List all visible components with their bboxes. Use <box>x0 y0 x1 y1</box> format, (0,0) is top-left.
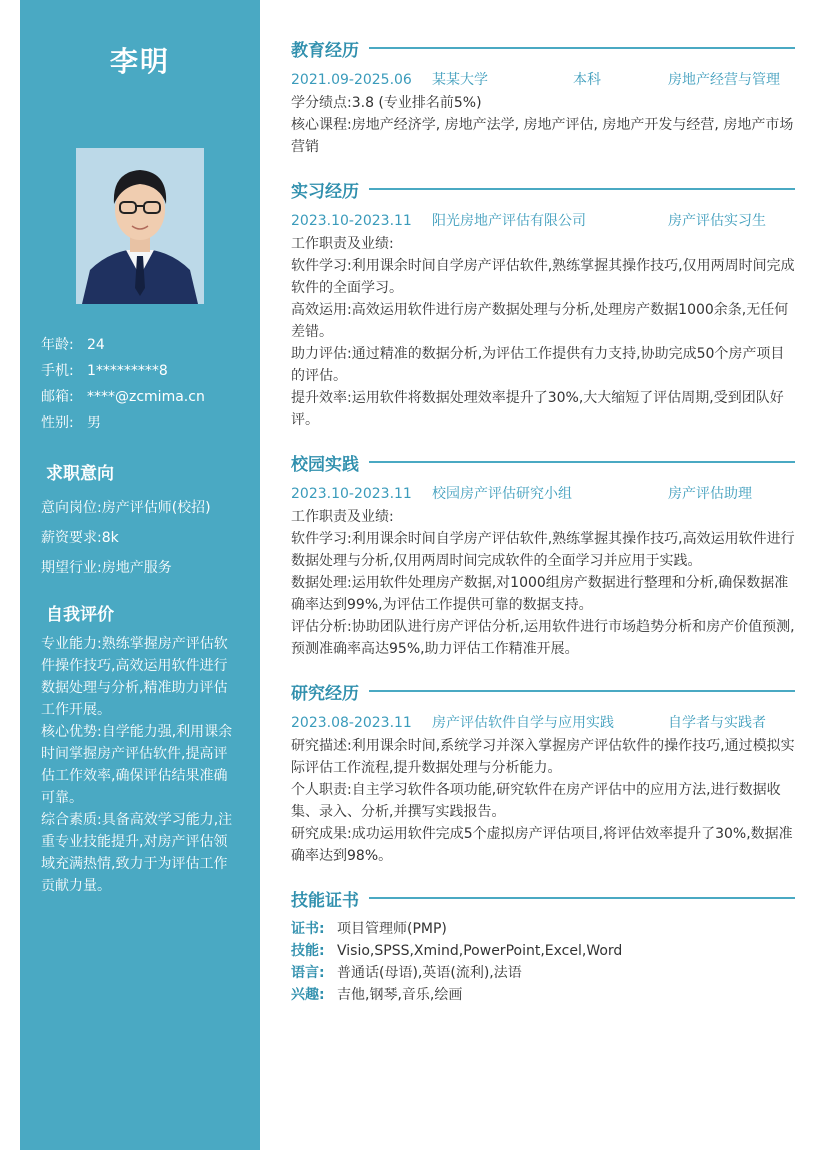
education-period: 2021.09-2025.06 <box>291 72 412 88</box>
info-label: 性别: <box>41 415 74 431</box>
skill-value: Visio,SPSS,Xmind,PowerPoint,Excel,Word <box>337 943 623 959</box>
skill-label: 技能: <box>291 943 325 959</box>
campus-section <box>291 450 795 660</box>
detail-line: 工作职责及业绩: <box>291 509 394 525</box>
skill-row <box>291 984 795 1006</box>
self-eval-paragraph: 综合素质:具备高效学习能力,注重专业技能提升,对房产评估领域充满热情,致力于为评估工作贡献力量。 <box>41 812 233 894</box>
self-eval-paragraph: 专业能力:熟练掌握房产评估软件操作技巧,高效运用软件进行数据处理与分析,精准助力评估工作开展。 <box>41 636 228 718</box>
education-section <box>291 36 795 158</box>
detail-line: 提升效率:运用软件将数据处理效率提升了30%,大大缩短了评估周期,受到团队好评。 <box>291 390 784 428</box>
company-name: 阳光房地产评估有限公司 <box>432 213 586 229</box>
section-title: 校园实践 <box>291 454 359 475</box>
info-value: 24 <box>87 337 105 353</box>
section-title: 教育经历 <box>291 40 359 61</box>
info-label: 年龄: <box>41 337 74 353</box>
section-divider <box>369 461 795 463</box>
info-row-age <box>41 334 205 360</box>
avatar-photo <box>76 148 204 304</box>
skill-label: 证书: <box>291 921 325 937</box>
internship-section <box>291 177 795 431</box>
research-role: 自学者与实践者 <box>668 715 766 731</box>
campus-details <box>291 506 795 660</box>
info-value: 男 <box>87 415 101 431</box>
education-header-row <box>291 68 795 92</box>
intent-label: 期望行业: <box>41 560 102 576</box>
internship-role: 房产评估实习生 <box>668 213 766 229</box>
campus-period: 2023.10-2023.11 <box>291 486 412 502</box>
section-header <box>291 450 795 474</box>
detail-line: 学分绩点:3.8 (专业排名前5%) <box>291 95 482 111</box>
internship-period: 2023.10-2023.11 <box>291 213 412 229</box>
section-title: 实习经历 <box>291 181 359 202</box>
self-eval-title: 自我评价 <box>46 605 114 625</box>
info-value: 1*********8 <box>87 363 168 379</box>
section-header <box>291 177 795 201</box>
section-header <box>291 36 795 60</box>
info-value: ****@zcmima.cn <box>87 389 205 405</box>
intent-row <box>41 496 211 526</box>
detail-line: 研究成果:成功运用软件完成5个虚拟房产评估项目,将评估效率提升了30%,数据准确率达到98%。 <box>291 826 793 864</box>
major: 房地产经营与管理 <box>668 72 780 88</box>
info-row-gender <box>41 412 205 438</box>
intent-value: 房地产服务 <box>101 560 172 576</box>
skill-value: 普通话(母语),英语(流利),法语 <box>337 965 522 981</box>
self-evaluation <box>41 633 241 897</box>
intent-label: 意向岗位: <box>41 500 102 516</box>
skill-row <box>291 940 795 962</box>
skill-row <box>291 962 795 984</box>
detail-line: 个人职责:自主学习软件各项功能,研究软件在房产评估中的应用方法,进行数据收集、录入、分析,并撰写实践报告。 <box>291 782 781 820</box>
education-details <box>291 92 795 158</box>
research-project: 房产评估软件自学与应用实践 <box>432 715 614 731</box>
internship-details <box>291 233 795 431</box>
research-header-row <box>291 711 795 735</box>
research-details <box>291 735 795 867</box>
skill-value: 项目管理师(PMP) <box>337 921 447 937</box>
section-title: 研究经历 <box>291 683 359 704</box>
degree: 本科 <box>573 72 601 88</box>
detail-line: 软件学习:利用课余时间自学房产评估软件,熟练掌握其操作技巧,高效运用软件进行数据处理与分析,仅用两周时间完成软件的全面学习并应用于实践。 <box>291 531 795 569</box>
campus-role: 房产评估助理 <box>668 486 752 502</box>
detail-line: 评估分析:协助团队进行房产评估分析,运用软件进行市场趋势分析和房产价值预测,预测准确率高达95%,助力评估工作精准开展。 <box>291 619 795 657</box>
detail-line: 软件学习:利用课余时间自学房产评估软件,熟练掌握其操作技巧,仅用两周时间完成软件的全面学习。 <box>291 258 795 296</box>
intent-row <box>41 526 211 556</box>
campus-org: 校园房产评估研究小组 <box>432 486 572 502</box>
info-label: 手机: <box>41 363 74 379</box>
detail-line: 助力评估:通过精准的数据分析,为评估工作提供有力支持,协助完成50个房产项目的评估。 <box>291 346 785 384</box>
intent-value: 8k <box>101 530 119 546</box>
school-name: 某某大学 <box>432 72 488 88</box>
detail-line: 数据处理:运用软件处理房产数据,对1000组房产数据进行整理和分析,确保数据准确率达到99%,为评估工作提供可靠的数据支持。 <box>291 575 789 613</box>
skills-section <box>291 886 795 1006</box>
self-eval-paragraph: 核心优势:自学能力强,利用课余时间掌握房产评估软件,提高评估工作效率,确保评估结果准确可靠。 <box>41 724 233 806</box>
section-divider <box>369 690 795 692</box>
intent-value: 房产评估师(校招) <box>101 500 211 516</box>
detail-line: 高效运用:高效运用软件进行房产数据处理与分析,处理房产数据1000余条,无任何差错。 <box>291 302 789 340</box>
intent-title: 求职意向 <box>46 464 114 484</box>
skill-label: 语言: <box>291 965 325 981</box>
skill-label: 兴趣: <box>291 987 325 1003</box>
detail-line: 核心课程:房地产经济学, 房地产法学, 房地产评估, 房地产开发与经营, 房地产市场营销 <box>291 117 794 155</box>
research-period: 2023.08-2023.11 <box>291 715 412 731</box>
campus-header-row <box>291 482 795 506</box>
section-title: 技能证书 <box>291 890 359 911</box>
intent-row <box>41 556 211 586</box>
research-section <box>291 679 795 867</box>
info-row-phone <box>41 360 205 386</box>
section-header <box>291 886 795 910</box>
skill-row <box>291 918 795 940</box>
skills-list <box>291 918 795 1006</box>
job-intent <box>41 496 211 586</box>
sidebar <box>20 0 260 1150</box>
intent-label: 薪资要求: <box>41 530 102 546</box>
detail-line: 研究描述:利用课余时间,系统学习并深入掌握房产评估软件的操作技巧,通过模拟实际评估工作流程,提升数据处理与分析能力。 <box>291 738 795 776</box>
section-divider <box>369 188 795 190</box>
section-divider <box>369 897 795 899</box>
skill-value: 吉他,钢琴,音乐,绘画 <box>337 987 463 1003</box>
section-header <box>291 679 795 703</box>
section-divider <box>369 47 795 49</box>
candidate-name: 李明 <box>109 45 170 78</box>
info-row-email <box>41 386 205 412</box>
portrait-image <box>76 148 204 304</box>
internship-header-row <box>291 209 795 233</box>
info-label: 邮箱: <box>41 389 74 405</box>
personal-info <box>41 334 205 438</box>
detail-line: 工作职责及业绩: <box>291 236 394 252</box>
